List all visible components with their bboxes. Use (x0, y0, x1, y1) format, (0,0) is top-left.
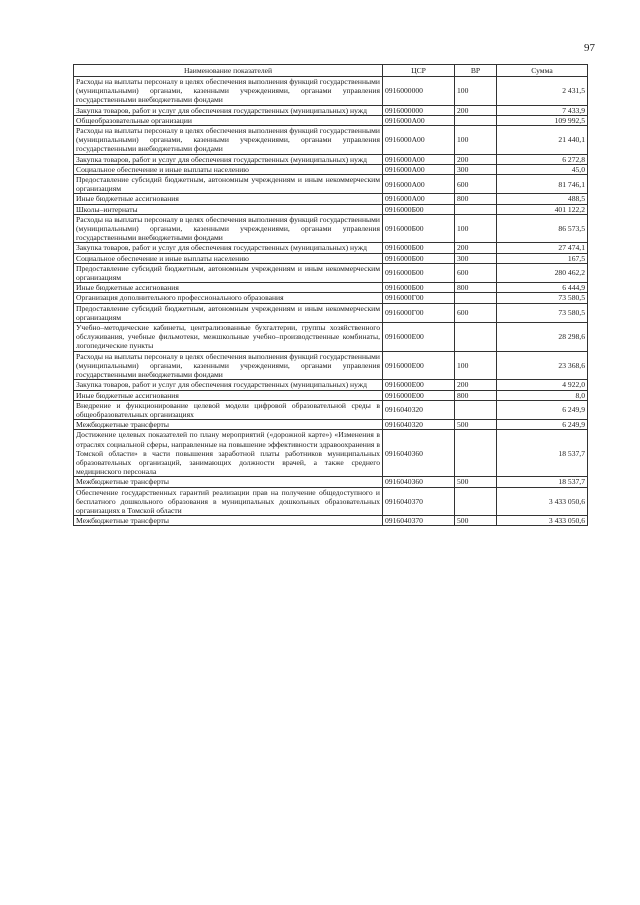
cell-sum: 45,0 (497, 164, 588, 174)
table-row (74, 105, 588, 115)
header-csr: ЦСР (383, 65, 455, 77)
cell-name: Организация дополнительного профессионального образования (74, 293, 383, 303)
cell-name: Обеспечение государственных гарантий реализации прав на получение общедоступного и бесплатного дошкольного образования в муниципальных дошкольных образовательных организациях в Томской области (74, 487, 383, 516)
header-name: Наименование показателей (74, 65, 383, 77)
cell-csr: 0916000000 (383, 105, 455, 115)
cell-csr: 0916000А00 (383, 175, 455, 194)
cell-vr: 200 (455, 380, 497, 390)
cell-name: Достижение целевых показателей по плану мероприятий («дорожной карте») «Изменения в отраслях социальной сферы, направленные на повышение эффективности здравоохранения в Томской области» в части повышения заработной платы работников муниципальных образовательных организаций, занимающих должности врачей, а также среднего медицинского персонала (74, 430, 383, 477)
cell-csr: 0916000А00 (383, 115, 455, 125)
table-row (74, 380, 588, 390)
cell-csr: 0916000Е00 (383, 380, 455, 390)
table-row (74, 126, 588, 155)
cell-vr: 300 (455, 253, 497, 263)
cell-name: Закупка товаров, работ и услуг для обеспечения государственных (муниципальных) нужд (74, 154, 383, 164)
cell-vr: 200 (455, 105, 497, 115)
cell-sum: 280 462,2 (497, 263, 588, 282)
cell-csr: 0916000Е00 (383, 323, 455, 352)
cell-name: Иные бюджетные ассигнования (74, 194, 383, 204)
cell-vr (455, 430, 497, 477)
cell-vr: 200 (455, 154, 497, 164)
cell-name: Межбюджетные трансферты (74, 516, 383, 526)
cell-vr: 500 (455, 516, 497, 526)
cell-sum: 21 440,1 (497, 126, 588, 155)
cell-sum: 109 992,5 (497, 115, 588, 125)
cell-sum: 6 249,9 (497, 420, 588, 430)
table-row (74, 487, 588, 516)
cell-vr: 100 (455, 77, 497, 106)
cell-csr: 0916000Б00 (383, 204, 455, 214)
table-row (74, 390, 588, 400)
cell-name: Предоставление субсидий бюджетным, автономным учреждениям и иным некоммерческим организациям (74, 263, 383, 282)
cell-sum: 6 444,9 (497, 283, 588, 293)
cell-sum: 488,5 (497, 194, 588, 204)
table-row (74, 323, 588, 352)
cell-vr: 800 (455, 194, 497, 204)
cell-name: Школы–интернаты (74, 204, 383, 214)
cell-vr: 500 (455, 477, 497, 487)
table-row (74, 115, 588, 125)
cell-sum: 6 272,8 (497, 154, 588, 164)
cell-csr: 0916000Е00 (383, 390, 455, 400)
cell-vr (455, 204, 497, 214)
table-row (74, 204, 588, 214)
table-row (74, 430, 588, 477)
cell-csr: 0916000Б00 (383, 214, 455, 243)
cell-sum: 8,0 (497, 390, 588, 400)
cell-name: Расходы на выплаты персоналу в целях обеспечения выполнения функций государственными (муниципальными) органами, казенными учреждениями, органами управления государственными внебюджетными фондами (74, 77, 383, 106)
cell-name: Учебно–методические кабинеты, централизованные бухгалтерии, группы хозяйственного обслуживания, учебные фильмотеки, межшкольные учебно–производственные комбинаты, логопедические пункты (74, 323, 383, 352)
table-header-row (74, 65, 588, 77)
table-row (74, 477, 588, 487)
table-row (74, 303, 588, 322)
cell-csr: 0916040360 (383, 430, 455, 477)
cell-sum: 18 537,7 (497, 477, 588, 487)
cell-vr (455, 400, 497, 419)
cell-csr: 0916000А00 (383, 126, 455, 155)
table-row (74, 175, 588, 194)
cell-csr: 0916000А00 (383, 194, 455, 204)
cell-csr: 0916000Б00 (383, 253, 455, 263)
cell-vr: 600 (455, 303, 497, 322)
cell-sum: 28 298,6 (497, 323, 588, 352)
cell-name: Межбюджетные трансферты (74, 477, 383, 487)
cell-name: Расходы на выплаты персоналу в целях обеспечения выполнения функций государственными (муниципальными) органами, казенными учреждениями, органами управления государственными внебюджетными фондами (74, 214, 383, 243)
cell-vr: 800 (455, 390, 497, 400)
table-row (74, 263, 588, 282)
budget-table (73, 64, 588, 526)
table-row (74, 283, 588, 293)
cell-sum: 2 431,5 (497, 77, 588, 106)
cell-sum: 81 746,1 (497, 175, 588, 194)
cell-name: Расходы на выплаты персоналу в целях обеспечения выполнения функций государственными (муниципальными) органами, казенными учреждениями, органами управления государственными внебюджетными фондами (74, 351, 383, 380)
table-row (74, 243, 588, 253)
cell-csr: 0916040370 (383, 487, 455, 516)
cell-vr: 200 (455, 243, 497, 253)
table-row (74, 253, 588, 263)
cell-name: Расходы на выплаты персоналу в целях обеспечения выполнения функций государственными (муниципальными) органами, казенными учреждениями, органами управления государственными внебюджетными фондами (74, 126, 383, 155)
cell-name: Закупка товаров, работ и услуг для обеспечения государственных (муниципальных) нужд (74, 105, 383, 115)
cell-name: Общеобразовательные организации (74, 115, 383, 125)
cell-name: Закупка товаров, работ и услуг для обеспечения государственных (муниципальных) нужд (74, 243, 383, 253)
cell-name: Закупка товаров, работ и услуг для обеспечения государственных (муниципальных) нужд (74, 380, 383, 390)
cell-vr: 800 (455, 283, 497, 293)
cell-name: Иные бюджетные ассигнования (74, 390, 383, 400)
table-row (74, 194, 588, 204)
cell-name: Предоставление субсидий бюджетным, автономным учреждениям и иным некоммерческим организациям (74, 175, 383, 194)
cell-vr (455, 115, 497, 125)
cell-sum: 3 433 050,6 (497, 516, 588, 526)
cell-sum: 3 433 050,6 (497, 487, 588, 516)
cell-vr (455, 323, 497, 352)
cell-csr: 0916000Г00 (383, 303, 455, 322)
cell-sum: 6 249,9 (497, 400, 588, 419)
cell-csr: 0916040360 (383, 477, 455, 487)
cell-csr: 0916000Г00 (383, 293, 455, 303)
table-row (74, 400, 588, 419)
cell-sum: 4 922,0 (497, 380, 588, 390)
table-row (74, 164, 588, 174)
cell-sum: 73 580,5 (497, 293, 588, 303)
cell-vr: 600 (455, 263, 497, 282)
table-row (74, 214, 588, 243)
cell-sum: 27 474,1 (497, 243, 588, 253)
cell-csr: 0916000А00 (383, 164, 455, 174)
table-row (74, 420, 588, 430)
table-row (74, 351, 588, 380)
cell-csr: 0916000000 (383, 77, 455, 106)
cell-vr: 600 (455, 175, 497, 194)
cell-csr: 0916000Б00 (383, 283, 455, 293)
cell-name: Предоставление субсидий бюджетным, автономным учреждениям и иным некоммерческим организациям (74, 303, 383, 322)
cell-sum: 18 537,7 (497, 430, 588, 477)
header-sum: Сумма (497, 65, 588, 77)
table-row (74, 77, 588, 106)
cell-csr: 0916000Б00 (383, 243, 455, 253)
cell-csr: 0916040320 (383, 400, 455, 419)
page-number: 97 (584, 42, 595, 54)
cell-sum: 7 433,9 (497, 105, 588, 115)
table-row (74, 516, 588, 526)
table-row (74, 293, 588, 303)
cell-sum: 401 122,2 (497, 204, 588, 214)
cell-csr: 0916000Б00 (383, 263, 455, 282)
cell-vr (455, 487, 497, 516)
table-row (74, 154, 588, 164)
cell-sum: 167,5 (497, 253, 588, 263)
cell-vr: 300 (455, 164, 497, 174)
cell-sum: 23 368,6 (497, 351, 588, 380)
cell-csr: 0916000Е00 (383, 351, 455, 380)
cell-vr (455, 293, 497, 303)
header-vr: ВР (455, 65, 497, 77)
cell-vr: 100 (455, 351, 497, 380)
cell-csr: 0916040320 (383, 420, 455, 430)
cell-name: Иные бюджетные ассигнования (74, 283, 383, 293)
cell-name: Межбюджетные трансферты (74, 420, 383, 430)
cell-csr: 0916000А00 (383, 154, 455, 164)
cell-vr: 500 (455, 420, 497, 430)
cell-name: Социальное обеспечение и иные выплаты населению (74, 164, 383, 174)
cell-csr: 0916040370 (383, 516, 455, 526)
cell-name: Социальное обеспечение и иные выплаты населению (74, 253, 383, 263)
cell-vr: 100 (455, 214, 497, 243)
cell-vr: 100 (455, 126, 497, 155)
cell-sum: 86 573,5 (497, 214, 588, 243)
cell-name: Внедрение и функционирование целевой модели цифровой образовательной среды в общеобразовательных организациях (74, 400, 383, 419)
cell-sum: 73 580,5 (497, 303, 588, 322)
